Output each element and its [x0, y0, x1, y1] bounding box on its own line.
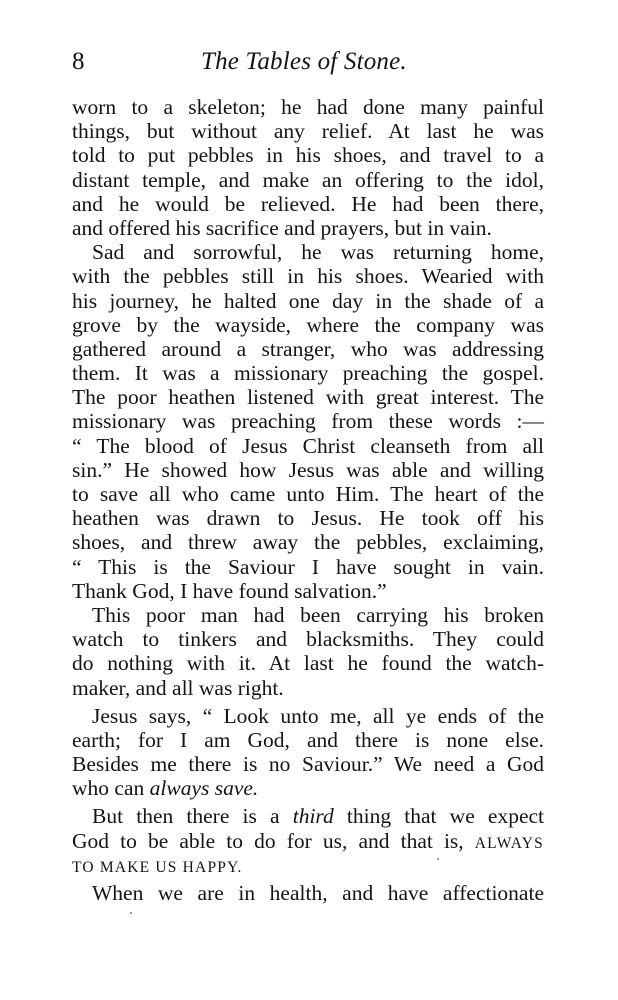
text-line: missionary was preaching from these words :—: [72, 409, 544, 434]
running-title: The Tables of Stone.: [201, 48, 407, 75]
text-line: and he would be relieved. He had been there,: [72, 191, 544, 216]
print-speck: [130, 912, 132, 914]
text-line: them. It was a missionary preaching the gospel.: [72, 361, 544, 386]
text-line: When we are in health, and have affectionate: [92, 881, 544, 905]
paragraph: [72, 95, 544, 240]
text-line: “ The blood of Jesus Christ cleanseth from all: [72, 433, 544, 458]
text-line: Jesus says, “ Look unto me, all ye ends of the: [92, 703, 544, 728]
text-line: and offered his sacrifice and prayers, but in vain.: [72, 215, 492, 240]
paragraph: [72, 240, 544, 603]
paragraph: [72, 704, 544, 801]
text-line: his journey, he halted one day in the shade of a: [72, 288, 544, 313]
text-line: Thank God, I have found salvation.”: [72, 578, 387, 603]
text-line: [72, 853, 544, 877]
paragraph: [72, 603, 544, 700]
text-line: shoes, and threw away the pebbles, exclaiming,: [72, 530, 544, 555]
text-line: distant temple, and make an offering to the idol,: [72, 167, 544, 192]
text-line: with the pebbles still in his shoes. Wearied with: [72, 264, 544, 289]
small-caps-text: TO MAKE US HAPPY.: [72, 858, 243, 876]
text-line: sin.” He showed how Jesus was able and willing: [72, 457, 544, 482]
text-line: “ This is the Saviour I have sought in vain.: [72, 554, 544, 579]
text-line: This poor man had been carrying his broken: [92, 602, 544, 627]
page-header: [72, 44, 550, 80]
text-line: heathen was drawn to Jesus. He took off his: [72, 506, 544, 531]
body-text: [72, 95, 544, 905]
text-line: told to put pebbles in his shoes, and travel to a: [72, 143, 544, 168]
text-line: things, but without any relief. At last he was: [72, 119, 544, 144]
text-line: Sad and sorrowful, he was returning home,: [92, 240, 544, 265]
print-speck: [437, 858, 439, 860]
text-run: But then there is a: [92, 804, 293, 829]
text-line: Besides me there is no Saviour.” We need a God: [72, 752, 544, 777]
text-line: grove by the wayside, where the company was: [72, 312, 544, 337]
small-caps-text: ALWAYS: [474, 834, 544, 852]
italic-emphasis: third: [292, 804, 334, 829]
text-line: gathered around a stranger, who was addressing: [72, 336, 544, 361]
text-line: worn to a skeleton; he had done many painful: [72, 95, 544, 119]
text-run: God to be able to do for us, and that is,: [72, 828, 475, 853]
text-line: The poor heathen listened with great interest. The: [72, 385, 544, 410]
italic-emphasis: always save.: [149, 776, 259, 801]
text-line: [72, 776, 544, 800]
text-line: earth; for I am God, and there is none else.: [72, 727, 544, 752]
text-line: watch to tinkers and blacksmiths. They could: [72, 627, 544, 652]
text-line: to save all who came unto Him. The heart of the: [72, 482, 544, 506]
text-run: thing that we expect: [333, 804, 545, 829]
text-run: who can: [72, 776, 150, 801]
text-line: [72, 829, 544, 853]
text-line: do nothing with it. At last he found the watch-: [72, 651, 544, 676]
text-line: [72, 804, 544, 828]
paragraph: [72, 881, 544, 905]
page-number: 8: [72, 48, 85, 75]
text-line: maker, and all was right.: [72, 675, 284, 700]
paragraph: [72, 804, 544, 877]
